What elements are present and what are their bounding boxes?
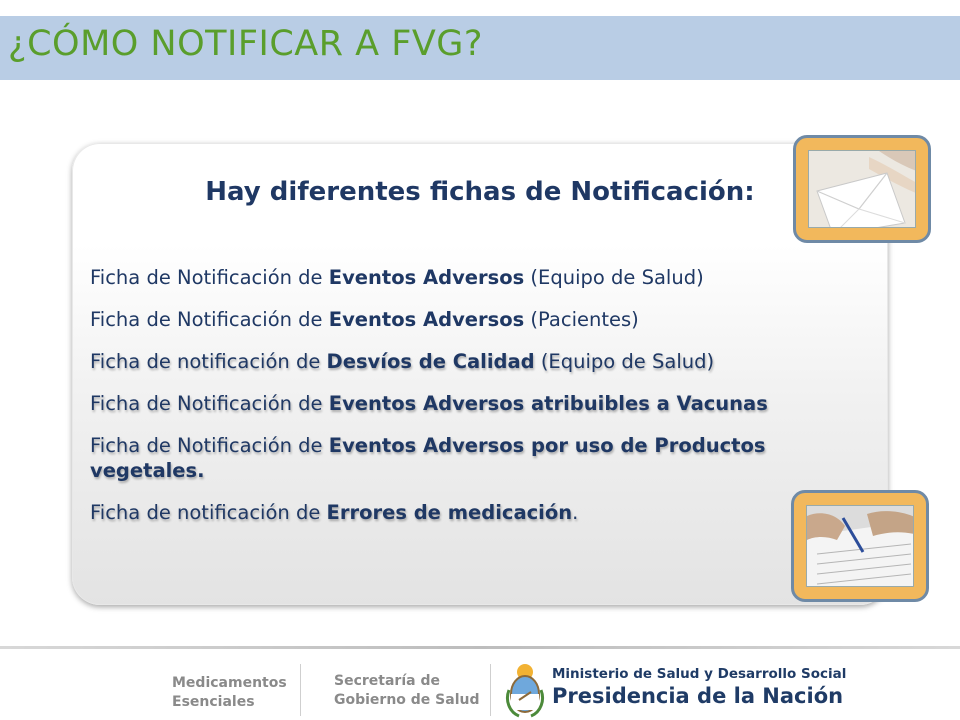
- list-item: [90, 391, 860, 416]
- footer-separator: [490, 664, 491, 716]
- footer-medicamentos: [172, 674, 287, 712]
- footer-presidency: Presidencia de la Nación: [552, 684, 844, 708]
- footer-left-line2: Esenciales: [172, 694, 255, 710]
- argentina-coat-of-arms-icon: [505, 660, 545, 718]
- footer-separator: [300, 664, 301, 716]
- footer-secretaria: [334, 672, 480, 710]
- envelope-photo-frame: [793, 135, 931, 243]
- envelope-icon: [809, 151, 916, 228]
- slide-title: ¿CÓMO NOTIFICAR A FVG?: [8, 24, 483, 64]
- list-item: [90, 433, 830, 483]
- item-text: Ficha de notificación de: [90, 350, 327, 373]
- envelope-photo: [808, 150, 916, 228]
- item-text: (Equipo de Salud): [534, 350, 715, 373]
- footer-divider: [0, 646, 960, 649]
- item-text: Ficha de Notificación de: [90, 392, 329, 415]
- item-bold: Eventos Adversos atribuibles a Vacunas: [328, 392, 768, 415]
- title-bar: [0, 16, 960, 80]
- footer-mid-line2: Gobierno de Salud: [334, 692, 480, 708]
- content-panel: [72, 143, 888, 605]
- item-bold: Eventos Adversos por uso de Productos vegetales.: [90, 434, 766, 482]
- list-item: [90, 307, 860, 332]
- signing-photo-frame: [791, 490, 929, 602]
- list-item: [90, 500, 860, 525]
- item-bold: Eventos Adversos: [328, 266, 525, 289]
- footer-left-line1: Medicamentos: [172, 675, 287, 691]
- footer-ministry: Ministerio de Salud y Desarrollo Social: [552, 666, 847, 682]
- item-bold: Errores de medicación: [326, 501, 573, 524]
- item-text: (Equipo de Salud): [524, 266, 704, 289]
- panel-heading: Hay diferentes fichas de Notificación:: [205, 177, 755, 207]
- item-text: Ficha de Notificación de: [90, 266, 329, 289]
- item-text: (Pacientes): [524, 308, 639, 331]
- footer-mid-line1: Secretaría de: [334, 673, 440, 689]
- item-bold: Eventos Adversos: [328, 308, 525, 331]
- list-item: [90, 265, 860, 290]
- signing-document-icon: [807, 506, 914, 587]
- item-bold: Desvíos de Calidad: [326, 350, 535, 373]
- signing-document-photo: [806, 505, 914, 587]
- item-text: .: [572, 501, 579, 524]
- item-text: Ficha de Notificación de: [90, 434, 329, 457]
- item-text: Ficha de Notificación de: [90, 308, 329, 331]
- notification-forms-list: [90, 265, 860, 542]
- list-item: [90, 349, 860, 374]
- item-text: Ficha de notificación de: [90, 501, 327, 524]
